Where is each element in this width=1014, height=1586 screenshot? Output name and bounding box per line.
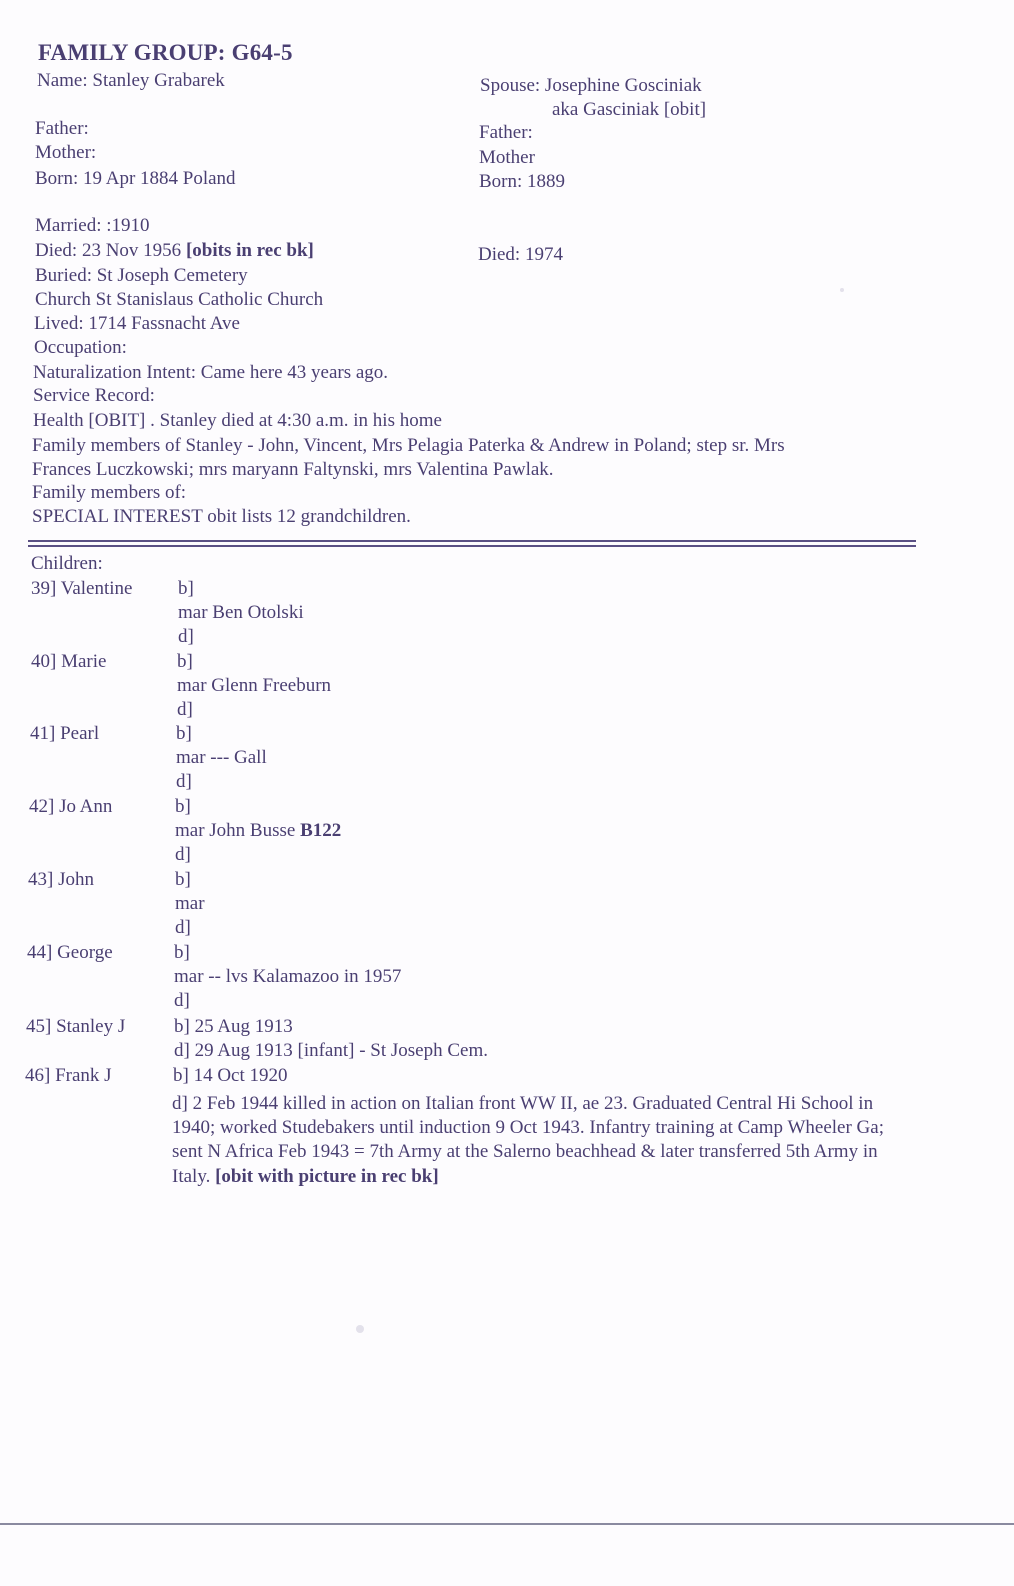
child-number-name: 46] Frank J — [25, 1065, 112, 1086]
child-number-name: 39] Valentine — [31, 578, 133, 599]
child-born: b] — [174, 942, 190, 963]
child-married: mar --- Gall — [176, 747, 267, 769]
page-bottom-edge — [0, 1523, 1014, 1525]
husband-church: Church St Stanislaus Catholic Church — [35, 289, 324, 310]
child-married: mar -- lvs Kalamazoo in 1957 — [174, 966, 402, 988]
cross-reference-code: B122 — [300, 820, 342, 842]
child-died: d] — [177, 699, 193, 721]
husband-died — [35, 239, 314, 263]
spouse-name: Spouse: Josephine Gosciniak — [480, 75, 702, 96]
child-details — [177, 650, 331, 723]
spouse-born: Born: 1889 — [479, 171, 566, 192]
child-married: mar Glenn Freeburn — [177, 675, 332, 697]
child-details — [176, 722, 267, 795]
family-members-of: Family members of: — [32, 482, 187, 503]
husband-occupation: Occupation: — [34, 337, 127, 358]
child-died: d] — [175, 844, 191, 866]
child-number-name: 45] Stanley J — [26, 1016, 126, 1037]
child-died-note — [172, 1092, 912, 1189]
spouse-father: Father: — [479, 122, 533, 143]
naturalization-intent: Naturalization Intent: Came here 43 years ago. — [33, 362, 389, 383]
child-born: b] 25 Aug 1913 — [174, 1016, 293, 1037]
child-details — [178, 577, 304, 650]
child-number-name: 40] Marie — [31, 651, 107, 672]
husband-born: Born: 19 Apr 1884 Poland — [35, 168, 236, 189]
husband-lived: Lived: 1714 Fassnacht Ave — [34, 313, 240, 334]
child-married: mar — [175, 893, 205, 915]
page-title: FAMILY GROUP: G64-5 — [38, 40, 293, 65]
husband-mother: Mother: — [35, 142, 97, 163]
child-number-name: 42] Jo Ann — [29, 796, 113, 817]
husband-buried: Buried: St Joseph Cemetery — [35, 265, 248, 286]
health-note: Health [OBIT] . Stanley died at 4:30 a.m. in his home — [33, 410, 442, 431]
child-born: b] — [178, 578, 194, 599]
child-married: mar Ben Otolski — [178, 602, 304, 624]
divider-rule-lower — [28, 545, 916, 547]
child-died: d] — [174, 990, 190, 1012]
spouse-died: Died: 1974 — [478, 244, 563, 265]
child-married-text: mar John Busse — [175, 820, 301, 842]
scan-speck — [356, 1325, 364, 1333]
child-died: d] — [176, 771, 192, 793]
child-married — [175, 819, 341, 843]
child-details — [173, 1064, 288, 1088]
scan-speck — [840, 288, 844, 292]
married-date: Married: :1910 — [35, 215, 150, 236]
child-born: b] — [175, 796, 191, 817]
spouse-mother: Mother — [479, 147, 535, 168]
child-details — [174, 1015, 488, 1063]
child-number-name: 44] George — [27, 942, 113, 963]
special-interest: SPECIAL INTEREST obit lists 12 grandchildren. — [32, 506, 411, 527]
child-died: d] 29 Aug 1913 [infant] - St Joseph Cem. — [174, 1040, 489, 1062]
child-number-name: 41] Pearl — [30, 723, 100, 744]
husband-name: Name: Stanley Grabarek — [37, 70, 225, 91]
service-record: Service Record: — [33, 385, 155, 406]
family-members-line-1: Family members of Stanley - John, Vincent, Mrs Pelagia Paterka & Andrew in Poland; step sr. Mrs — [32, 435, 785, 456]
family-members-line-2: Frances Luczkowski; mrs maryann Faltynski, mrs Valentina Pawlak. — [32, 459, 554, 480]
child-details — [174, 941, 401, 1014]
children-label: Children: — [31, 553, 103, 574]
child-born: b] — [176, 723, 192, 744]
divider-rule — [28, 540, 916, 542]
child-number-name: 43] John — [28, 869, 94, 890]
husband-died-note: [obits in rec bk] — [185, 240, 314, 261]
child-died-text: d] 2 Feb 1944 killed in action on Italian front WW II, ae 23. Graduated Central Hi School in 1940; worked Studebakers until induction 9 Oct 1943. Infantry training at Camp Wheeler Ga; sent N Africa Feb 1943 = 7th Army at the Salerno beachhead & later transferred 5th Army in Italy. — [172, 1093, 884, 1187]
obit-note: [obit with picture in rec bk] — [215, 1165, 439, 1187]
child-details — [175, 795, 341, 868]
child-died: d] — [178, 626, 194, 648]
child-details — [175, 868, 205, 941]
husband-died-text: Died: 23 Nov 1956 — [35, 240, 186, 261]
child-born: b] — [175, 869, 191, 890]
child-born: b] 14 Oct 1920 — [173, 1065, 288, 1086]
child-died: d] — [175, 917, 191, 939]
spouse-aka: aka Gasciniak [obit] — [552, 99, 707, 120]
husband-father: Father: — [35, 118, 89, 139]
child-born: b] — [177, 651, 193, 672]
